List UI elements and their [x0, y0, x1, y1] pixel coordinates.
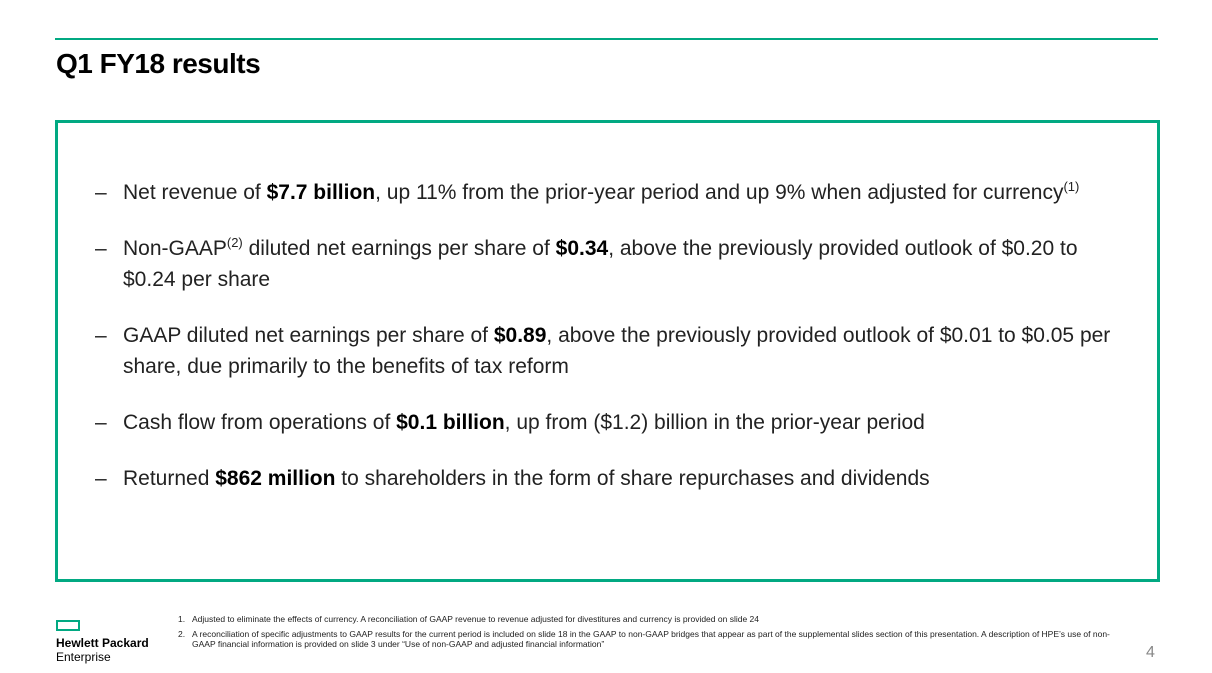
bullet-text: , up 11% from the prior-year period and up 9% when adjusted for currency [375, 181, 1064, 204]
bullet-text: , above the previously provided outlook of $0.01 to $0.05 per share, due primarily to the benefits of tax reform [123, 324, 1111, 378]
bullet-highlight: $862 million [215, 467, 336, 490]
bullet-cash-flow [95, 407, 1125, 438]
bullet-text: GAAP diluted net earnings per share of [123, 324, 494, 347]
dash-marker: – [95, 324, 107, 347]
bullet-text: diluted net earnings per share of [242, 237, 556, 260]
footnote-1 [178, 614, 1113, 624]
bullet-text: Net revenue of [123, 181, 267, 204]
footnote-text: A reconciliation of specific adjustments to GAAP results for the current period is included on slide 18 in the GAAP to non-GAAP bridges that appear as part of the supplemental slides section of this presentation. A description of HPE’s use of non-GAAP financial information is provided on slide 3 under “Use of non-GAAP and adjusted financial information” [192, 629, 1110, 649]
footnote-ref: (1) [1063, 179, 1080, 194]
bullet-text: Cash flow from operations of [123, 411, 397, 434]
bullet-text: , up from ($1.2) billion in the prior-year period [504, 411, 925, 434]
footnote-number: 1. [178, 614, 186, 624]
bullet-text: to shareholders in the form of share repurchases and dividends [335, 467, 930, 490]
dash-marker: – [95, 467, 107, 490]
logo-name: Hewlett Packard [56, 636, 149, 650]
bullet-non-gaap-eps [95, 233, 1125, 295]
bullet-highlight: $0.34 [555, 237, 609, 260]
bullet-highlight: $0.89 [493, 324, 547, 347]
bullet-text: , above the previously provided outlook of $0.20 to $0.24 per share [123, 237, 1078, 291]
dash-marker: – [95, 411, 107, 434]
hpe-logo [56, 620, 149, 664]
footnote-number: 2. [178, 629, 186, 639]
logo-subname: Enterprise [56, 650, 111, 664]
dash-marker: – [95, 237, 107, 260]
footnote-2 [178, 629, 1113, 649]
dash-marker: – [95, 181, 107, 204]
footnotes [178, 614, 1113, 654]
bullet-text: Non-GAAP [123, 237, 227, 260]
bullet-highlight: $7.7 billion [266, 181, 376, 204]
bullet-highlight: $0.1 billion [396, 411, 505, 434]
bullet-returned [95, 463, 1125, 494]
footnote-text: Adjusted to eliminate the effects of currency. A reconciliation of GAAP revenue to revenue adjusted for divestitures and currency is provided on slide 24 [192, 614, 759, 624]
bullet-net-revenue [95, 177, 1125, 208]
top-rule [55, 38, 1158, 40]
slide-title: Q1 FY18 results [56, 48, 261, 79]
bullet-gaap-eps [95, 320, 1125, 382]
page-number: 4 [1146, 644, 1155, 661]
logo-rectangle-icon [56, 620, 80, 631]
bullet-text: Returned [123, 467, 216, 490]
bullet-list [95, 177, 1125, 519]
footnote-ref: (2) [226, 235, 243, 250]
